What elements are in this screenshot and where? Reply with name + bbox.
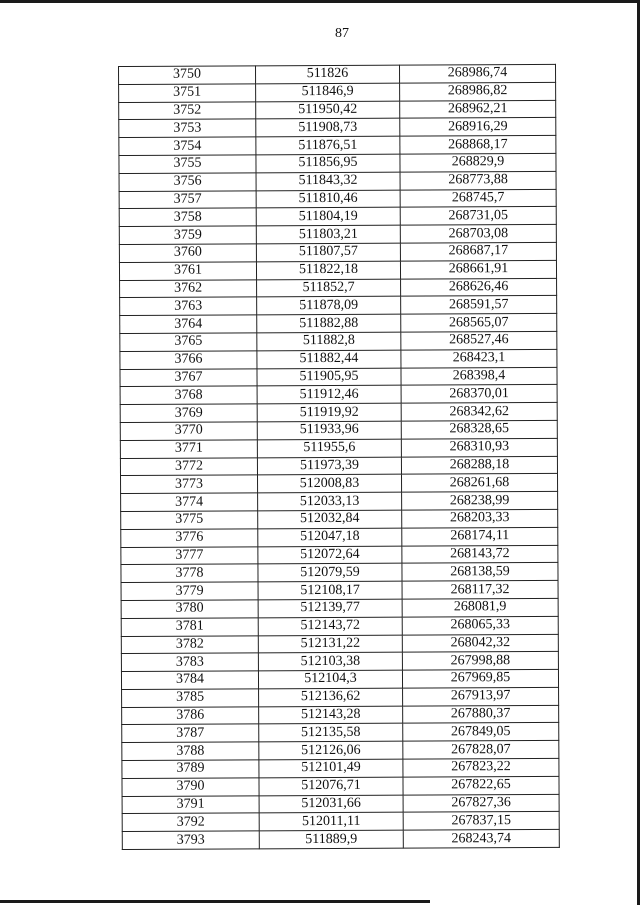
- point-number-cell: 3766: [120, 351, 257, 369]
- y-coordinate-cell: 267823,22: [403, 758, 559, 777]
- point-number-cell: 3750: [119, 66, 256, 84]
- point-number-cell: 3783: [121, 653, 258, 671]
- x-coordinate-cell: 511856,95: [256, 154, 400, 173]
- x-coordinate-cell: 511973,39: [257, 457, 401, 476]
- coordinates-table-container: [118, 64, 559, 850]
- y-coordinate-cell: 268065,33: [402, 616, 558, 635]
- x-coordinate-cell: 512076,71: [259, 777, 403, 796]
- y-coordinate-cell: 268370,01: [401, 385, 557, 404]
- point-number-cell: 3776: [121, 529, 258, 547]
- y-coordinate-cell: 268328,65: [401, 420, 557, 439]
- point-number-cell: 3784: [121, 671, 258, 689]
- point-number-cell: 3775: [121, 511, 258, 529]
- x-coordinate-cell: 512143,72: [258, 617, 402, 636]
- table-row: [119, 171, 556, 191]
- point-number-cell: 3767: [120, 368, 257, 386]
- x-coordinate-cell: 511905,95: [257, 368, 401, 387]
- table-row: [122, 830, 559, 850]
- y-coordinate-cell: 268626,46: [401, 278, 557, 297]
- y-coordinate-cell: 268986,74: [399, 64, 555, 83]
- table-row: [122, 794, 559, 814]
- y-coordinate-cell: 267822,65: [403, 776, 559, 795]
- point-number-cell: 3755: [119, 155, 256, 173]
- y-coordinate-cell: 268916,29: [400, 118, 556, 137]
- x-coordinate-cell: 511908,73: [256, 119, 400, 138]
- table-row: [120, 420, 557, 440]
- point-number-cell: 3791: [122, 795, 259, 813]
- x-coordinate-cell: 512011,11: [259, 813, 403, 832]
- x-coordinate-cell: 512101,49: [259, 759, 403, 778]
- y-coordinate-cell: 268203,33: [402, 509, 558, 528]
- x-coordinate-cell: 512126,06: [259, 741, 403, 760]
- y-coordinate-cell: 268423,1: [401, 349, 557, 368]
- x-coordinate-cell: 512079,59: [258, 563, 402, 582]
- x-coordinate-cell: 511843,32: [256, 172, 400, 191]
- point-number-cell: 3780: [121, 600, 258, 618]
- point-number-cell: 3760: [119, 244, 256, 262]
- page-number: 87: [335, 26, 349, 41]
- y-coordinate-cell: 268731,05: [400, 207, 556, 226]
- x-coordinate-cell: 511846,9: [256, 83, 400, 102]
- table-row: [120, 385, 557, 405]
- point-number-cell: 3790: [122, 778, 259, 796]
- y-coordinate-cell: 267827,36: [403, 794, 559, 813]
- y-coordinate-cell: 267837,15: [403, 812, 559, 831]
- point-number-cell: 3765: [120, 333, 257, 351]
- table-row: [121, 491, 558, 511]
- y-coordinate-cell: 268661,91: [400, 260, 556, 279]
- table-row: [119, 118, 556, 138]
- point-number-cell: 3789: [122, 760, 259, 778]
- point-number-cell: 3771: [120, 440, 257, 458]
- coordinates-table-body: [119, 64, 560, 849]
- x-coordinate-cell: 511912,46: [257, 385, 401, 404]
- point-number-cell: 3786: [122, 707, 259, 725]
- table-row: [121, 580, 558, 600]
- table-row: [121, 669, 558, 689]
- table-row: [120, 367, 557, 387]
- point-number-cell: 3762: [120, 279, 257, 297]
- scan-border-bottom: [0, 900, 430, 903]
- y-coordinate-cell: 267998,88: [402, 652, 558, 671]
- table-row: [121, 598, 558, 618]
- x-coordinate-cell: 511882,88: [257, 314, 401, 333]
- y-coordinate-cell: 267828,07: [403, 741, 559, 760]
- point-number-cell: 3763: [120, 297, 257, 315]
- scan-border-top: [0, 0, 640, 3]
- x-coordinate-cell: 511804,19: [256, 207, 400, 226]
- table-row: [122, 687, 559, 707]
- y-coordinate-cell: 267969,85: [402, 669, 558, 688]
- y-coordinate-cell: 268243,74: [403, 830, 559, 849]
- x-coordinate-cell: 511889,9: [259, 830, 403, 849]
- x-coordinate-cell: 512047,18: [258, 528, 402, 547]
- table-row: [119, 82, 556, 102]
- y-coordinate-cell: 267849,05: [403, 723, 559, 742]
- y-coordinate-cell: 268238,99: [402, 491, 558, 510]
- y-coordinate-cell: 268310,93: [401, 438, 557, 457]
- point-number-cell: 3764: [120, 315, 257, 333]
- y-coordinate-cell: 268986,82: [400, 82, 556, 101]
- x-coordinate-cell: 512032,84: [258, 510, 402, 529]
- table-row: [122, 723, 559, 743]
- y-coordinate-cell: 268868,17: [400, 136, 556, 155]
- point-number-cell: 3769: [120, 404, 257, 422]
- x-coordinate-cell: 511810,46: [256, 190, 400, 209]
- y-coordinate-cell: 268143,72: [402, 545, 558, 564]
- point-number-cell: 3757: [119, 190, 256, 208]
- table-row: [122, 776, 559, 796]
- x-coordinate-cell: 511950,42: [256, 101, 400, 120]
- point-number-cell: 3756: [119, 173, 256, 191]
- point-number-cell: 3781: [121, 618, 258, 636]
- point-number-cell: 3782: [121, 635, 258, 653]
- table-row: [121, 509, 558, 529]
- x-coordinate-cell: 511882,44: [257, 350, 401, 369]
- y-coordinate-cell: 268117,32: [402, 580, 558, 599]
- table-row: [119, 260, 556, 280]
- point-number-cell: 3752: [119, 101, 256, 119]
- point-number-cell: 3758: [119, 208, 256, 226]
- point-number-cell: 3779: [121, 582, 258, 600]
- table-row: [119, 207, 556, 227]
- x-coordinate-cell: 512108,17: [258, 581, 402, 600]
- x-coordinate-cell: 511803,21: [256, 225, 400, 244]
- y-coordinate-cell: 268591,57: [401, 296, 557, 315]
- y-coordinate-cell: 268138,59: [402, 563, 558, 582]
- x-coordinate-cell: 511919,92: [257, 403, 401, 422]
- table-row: [121, 563, 558, 583]
- y-coordinate-cell: 268829,9: [400, 153, 556, 172]
- table-row: [119, 242, 556, 262]
- x-coordinate-cell: 512072,64: [258, 546, 402, 565]
- point-number-cell: 3772: [120, 457, 257, 475]
- table-row: [120, 456, 557, 476]
- coordinates-table: [118, 64, 560, 850]
- y-coordinate-cell: 268565,07: [401, 314, 557, 333]
- point-number-cell: 3778: [121, 564, 258, 582]
- point-number-cell: 3773: [121, 475, 258, 493]
- y-coordinate-cell: 268042,32: [402, 634, 558, 653]
- table-row: [121, 616, 558, 636]
- point-number-cell: 3792: [122, 813, 259, 831]
- x-coordinate-cell: 511852,7: [257, 279, 401, 298]
- point-number-cell: 3753: [119, 119, 256, 137]
- y-coordinate-cell: 268398,4: [401, 367, 557, 386]
- x-coordinate-cell: 512136,62: [259, 688, 403, 707]
- point-number-cell: 3754: [119, 137, 256, 155]
- table-row: [119, 189, 556, 209]
- y-coordinate-cell: 268687,17: [400, 242, 556, 261]
- point-number-cell: 3793: [122, 831, 259, 849]
- table-row: [122, 705, 559, 725]
- y-coordinate-cell: 268527,46: [401, 331, 557, 350]
- y-coordinate-cell: 268081,9: [402, 598, 558, 617]
- table-row: [120, 402, 557, 422]
- x-coordinate-cell: 512033,13: [258, 492, 402, 511]
- point-number-cell: 3770: [120, 422, 257, 440]
- x-coordinate-cell: 511876,51: [256, 136, 400, 155]
- x-coordinate-cell: 512131,22: [258, 635, 402, 654]
- table-row: [122, 758, 559, 778]
- table-row: [121, 634, 558, 654]
- y-coordinate-cell: 268342,62: [401, 402, 557, 421]
- x-coordinate-cell: 511822,18: [256, 261, 400, 280]
- x-coordinate-cell: 511882,8: [257, 332, 401, 351]
- point-number-cell: 3768: [120, 386, 257, 404]
- x-coordinate-cell: 511878,09: [257, 296, 401, 315]
- y-coordinate-cell: 268773,88: [400, 171, 556, 190]
- table-row: [121, 474, 558, 494]
- point-number-cell: 3787: [122, 724, 259, 742]
- x-coordinate-cell: 512143,28: [259, 706, 403, 725]
- x-coordinate-cell: 512031,66: [259, 795, 403, 814]
- table-row: [120, 314, 557, 334]
- x-coordinate-cell: 511807,57: [256, 243, 400, 262]
- table-row: [121, 527, 558, 547]
- table-row: [120, 331, 557, 351]
- point-number-cell: 3751: [119, 84, 256, 102]
- x-coordinate-cell: 512103,38: [258, 652, 402, 671]
- table-row: [119, 225, 556, 245]
- table-row: [119, 64, 556, 84]
- table-row: [119, 153, 556, 173]
- x-coordinate-cell: 511826: [256, 65, 400, 84]
- table-row: [121, 652, 558, 672]
- point-number-cell: 3788: [122, 742, 259, 760]
- table-row: [122, 812, 559, 832]
- x-coordinate-cell: 512139,77: [258, 599, 402, 618]
- point-number-cell: 3761: [119, 262, 256, 280]
- y-coordinate-cell: 268174,11: [402, 527, 558, 546]
- y-coordinate-cell: 268288,18: [401, 456, 557, 475]
- y-coordinate-cell: 267913,97: [403, 687, 559, 706]
- point-number-cell: 3759: [119, 226, 256, 244]
- table-row: [120, 296, 557, 316]
- point-number-cell: 3774: [121, 493, 258, 511]
- x-coordinate-cell: 512135,58: [259, 724, 403, 743]
- y-coordinate-cell: 268962,21: [400, 100, 556, 119]
- table-row: [120, 438, 557, 458]
- table-row: [120, 278, 557, 298]
- x-coordinate-cell: 512008,83: [258, 474, 402, 493]
- table-row: [119, 136, 556, 156]
- point-number-cell: 3777: [121, 546, 258, 564]
- x-coordinate-cell: 512104,3: [258, 670, 402, 689]
- table-row: [121, 545, 558, 565]
- y-coordinate-cell: 268261,68: [401, 474, 557, 493]
- y-coordinate-cell: 268745,7: [400, 189, 556, 208]
- y-coordinate-cell: 268703,08: [400, 225, 556, 244]
- y-coordinate-cell: 267880,37: [403, 705, 559, 724]
- table-row: [119, 100, 556, 120]
- point-number-cell: 3785: [122, 689, 259, 707]
- x-coordinate-cell: 511933,96: [257, 421, 401, 440]
- x-coordinate-cell: 511955,6: [257, 439, 401, 458]
- table-row: [122, 741, 559, 761]
- table-row: [120, 349, 557, 369]
